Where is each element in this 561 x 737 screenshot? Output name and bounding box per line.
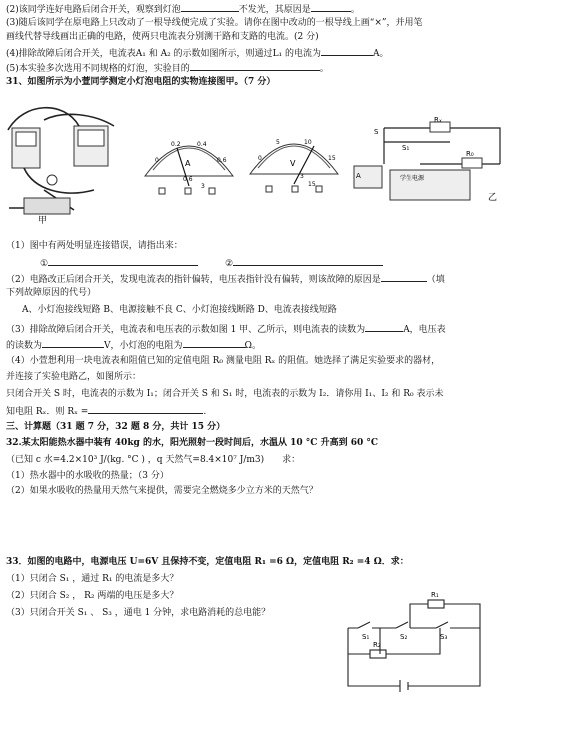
answer-blank[interactable] [233, 256, 383, 266]
fig-label-R0: R₀ [466, 150, 474, 158]
q31-l4d-line [6, 404, 206, 418]
answer-blank[interactable] [190, 61, 320, 71]
q30-l4c: L₁ 的电流为 [272, 49, 322, 59]
v-under: 3 [300, 173, 304, 180]
voltmeter-dial [244, 124, 344, 196]
section-3-heading: 三、计算题（31 题 7 分，32 题 8 分，共计 15 分） [6, 422, 226, 432]
q30-l4d: A。 [373, 49, 389, 59]
q31-l3b: A，电压表 [403, 325, 446, 335]
q30-l4b: A₁ 和 A₂ 的示数如图所示，则通过 [135, 49, 273, 59]
q31-l3 [6, 322, 446, 336]
q32-l4: （2）如果水吸收的热量用天然气来提供，需要完全燃烧多少立方米的天然气？ [6, 486, 318, 496]
q32-l3: （1）热水器中的水吸收的热量；（3 分） [6, 471, 169, 481]
q33-S3: S₃ [440, 633, 448, 641]
v-tick: 15 [328, 155, 336, 162]
q31-title: 31、如图所示为小萱同学测定小灯泡电阻的实物连接图甲。（7 分） [6, 77, 276, 87]
q30-line3: (3)随后该同学在原电路上只改动了一根导线便完成了实验。请你在图中改动的一根导线上画“×”，并用笔 [6, 18, 423, 28]
q31-l1b: ① [40, 259, 49, 269]
q32-l2: （已知 c 水=4.2×10³ J/(kg. °C ) ，q 天然气=8.4×10⁷ J/m3) 求： [6, 455, 301, 465]
q31-l4b: 并连接了实验电路乙，如图所示： [6, 372, 142, 382]
q31-l2b: （填 [426, 275, 445, 285]
q33-l2: （1）只闭合 S₁ ，通过 R₁ 的电流是多大？ [6, 574, 179, 584]
q30-line3b: 画线代替导线画出正确的电路，使两只电流表分别测干路和支路的电流。(2 分) [6, 32, 319, 42]
q31-l4e: . [203, 407, 207, 417]
q30-l2a: (2)该同学连好电路后闭合开关，观察到灯泡 [6, 5, 181, 15]
answer-blank[interactable] [311, 2, 351, 12]
q33-l1: 33．如图的电路中，电源电压 U=6V 且保持不变，定值电阻 R₁ =6 Ω，定值电阻 R₂ =4 Ω．求： [6, 557, 409, 567]
q30-l4a: (4)排除故障后闭合开关，电流表 [6, 49, 136, 59]
q31-l2c: 下列故障原因的代号） [6, 288, 97, 298]
q33-l3: （2）只闭合 S₂ ， R₂ 两端的电压是多大？ [6, 591, 179, 601]
q33-S1: S₁ [362, 633, 370, 641]
q30-l2b: 不发光，其原因是 [238, 5, 311, 15]
v-tick: 5 [276, 139, 280, 146]
v-under: 15 [308, 181, 316, 188]
ammeter-dial [137, 126, 241, 198]
q31-l2 [6, 272, 445, 286]
answer-blank[interactable] [381, 272, 427, 282]
q31-l3-2 [6, 338, 261, 352]
q33-R1: R₁ [431, 591, 439, 599]
voltmeter-symbol: V [290, 159, 296, 168]
q31-l3a: （3）排除故障后闭合开关，电流表和电压表的示数如图 1 甲、乙所示，则电流表的读数为 [6, 325, 366, 335]
a-under: 3 [201, 183, 205, 190]
answer-blank[interactable] [48, 256, 198, 266]
figure-yi-circuit [350, 114, 510, 206]
fig-label-S: S [374, 128, 379, 136]
a-under: 0.6 [183, 176, 193, 183]
ammeter-symbol: A [185, 159, 191, 168]
a-tick: 0.2 [171, 141, 181, 148]
a-tick: 0 [155, 157, 159, 164]
fig-label-jia: 甲 [38, 216, 48, 225]
q30-line4 [6, 46, 389, 60]
answer-blank[interactable] [365, 322, 403, 332]
q33-circuit-diagram [340, 586, 490, 698]
fig-label-dianyuan: 学生电源 [400, 175, 425, 182]
answer-blank[interactable] [183, 338, 245, 348]
q31-l1: （1）图中有两处明显连接错误，请指出来： [6, 241, 183, 251]
q30-l5a: (5)本实验多次选用不同规格的灯泡，实验目的 [6, 64, 190, 74]
q31-l2a: （2）电路改正后闭合开关，发现电流表的指针偏转，电压表指针没有偏转，则该故障的原因是 [6, 275, 381, 285]
q31-l4c: 只闭合开关 S 时，电流表的示数为 I₁；闭合开关 S 和 S₁ 时，电流表的示数为 I₂．请你用 I₁、I₂ 和 R₀ 表示未 [6, 389, 444, 399]
figure-jia-apparatus [4, 90, 134, 225]
q31-l4d: 知电阻 Rₓ．则 Rₓ = [6, 407, 89, 417]
q33-l4: （3）只闭合开关 S₁ 、 S₃ ，通电 1 分钟，求电路消耗的总电能？ [6, 608, 271, 618]
v-tick: 10 [304, 139, 312, 146]
q31-l3e: Ω。 [244, 341, 261, 351]
q31-l1-blanks [40, 256, 383, 270]
a-tick: 0.4 [197, 141, 207, 148]
v-tick: 0 [258, 155, 262, 162]
q33-S2: S₂ [400, 633, 408, 641]
fig-label-A: A [356, 172, 361, 180]
q30-l5b: 。 [319, 64, 329, 74]
answer-blank[interactable] [42, 338, 104, 348]
a-tick: 0.6 [217, 157, 227, 164]
q31-l1c: ② [224, 259, 234, 269]
answer-blank[interactable] [321, 46, 373, 56]
q30-line5 [6, 61, 329, 75]
fig-label-Rx: Rₓ [434, 116, 442, 124]
fig-label-yi: 乙 [488, 193, 498, 203]
answer-blank[interactable] [88, 404, 203, 414]
answer-blank[interactable] [181, 2, 239, 12]
q30-line2 [6, 2, 360, 16]
q32-l1: 32.某太阳能热水器中装有 40kg 的水，阳光照射一段时间后，水温从 10 °C 升高到 60 °C [6, 438, 379, 448]
q33-R2: R₂ [373, 641, 381, 649]
q31-l3c: 的读数为 [6, 341, 43, 351]
q31-l2d: A、小灯泡接线短路 B、电源接触不良 C、小灯泡接线断路 D、电流表接线短路 [22, 305, 337, 315]
q30-l2c: 。 [350, 5, 360, 15]
q31-l4: （4）小萱想利用一块电流表和阻值已知的定值电阻 R₀ 测量电阻 Rₓ 的阻值。她选择了满足实验要求的器材， [6, 356, 441, 366]
fig-label-S1: S₁ [402, 144, 410, 152]
q31-l3d: V，小灯泡的电阻为 [104, 341, 183, 351]
